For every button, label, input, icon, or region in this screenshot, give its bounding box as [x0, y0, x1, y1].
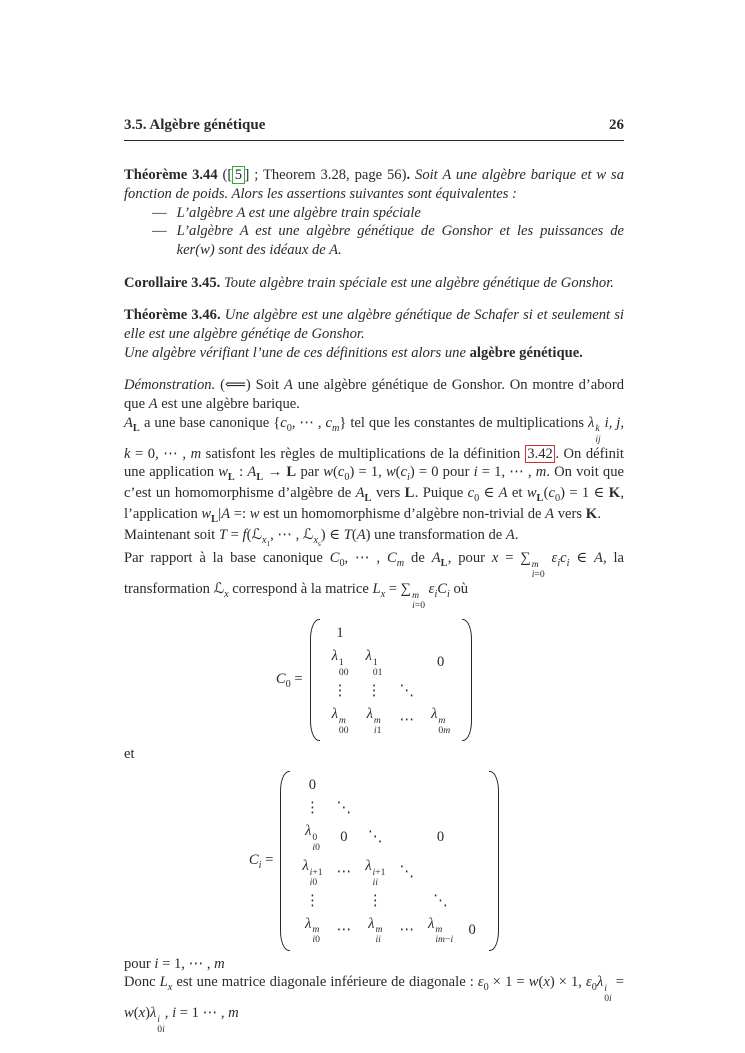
matrix-cell: λ m i0: [305, 915, 320, 946]
page-number: 26: [609, 117, 624, 133]
equation-matrix-ci: [124, 771, 624, 950]
matrix-cell: ⋮: [305, 892, 320, 909]
matrix-ci-label: $C_i$ =: [248, 851, 274, 871]
matrix-cell: λ m i1: [366, 705, 382, 736]
matrix-cell: ⋮: [305, 800, 320, 817]
matrix-cell: ⋯: [399, 711, 415, 728]
corollary-3-45: Corollaire 3.45. Toute algèbre train spéciale est une algèbre génétique de Gonshor.: [124, 274, 614, 291]
matrix-cell: ⋱: [336, 800, 352, 817]
matrix-cell: λ m ii: [368, 915, 383, 946]
matrix-c0-label: $C_0$ =: [275, 670, 303, 690]
proof-paragraph-3: Maintenant soit T = f(ℒ$_{x_1}$, ⋯ , ℒ$_{x_s}$) ∈ T(A) une transformation de A.: [124, 527, 519, 549]
matrix-cell: 0: [436, 654, 445, 671]
matrix-c0: [310, 619, 473, 740]
matrix-ci: [280, 771, 499, 950]
section-title: 3.5. Algèbre génétique: [124, 117, 266, 133]
proof-paragraph-2: $A_L$ a une base canonique {$c_0$, ⋯ , $c_m$} tel que les constantes de multiplications λ k ij i, j, k = 0, ⋯ , m satisfont les règles de multiplications de la définition 3.42 . On définit une application $w_L$ : $A_L \to L$ par $w(c_0) = 1$, $w(c_i) = 0$ pour i = 1, ⋯ , m. On voit que c’est un homomorphisme d’algèbre de $A_L$ vers L. Puique $c_0$ ∈ A et $w_L(c_0) = 1$ ∈ K, l’application $w_L|A$ =: w est un homomorphisme d’algèbre non-trivial de A vers K.: [124, 414, 625, 526]
right-parenthesis: [489, 771, 499, 950]
matrix-cell: λ i+1 ii: [365, 857, 386, 888]
matrix-cell: λ 1 00: [331, 648, 349, 678]
theorem-3-44: Théorème 3.44 ([ 5 ] ; Theorem 3.28, page 56). Soit A une algèbre barique et w sa fonction de poids. Alors les assertions suivantes sont équivalentes :: [124, 167, 625, 202]
matrix-cell: ⋱: [433, 892, 448, 909]
proof-donc-line: Donc $L_x$ est une matrice diagonale inférieure de diagonale : $\varepsilon_0 \times 1 = w(x) \times 1$, $\varepsilon_0\lambda$ i 0i = w(x)λ i 0i , i = 1 ⋯ , m: [124, 974, 625, 1036]
equation-matrix-c0: [124, 619, 624, 740]
et-connector: et: [124, 745, 135, 762]
left-parenthesis: [310, 619, 320, 740]
matrix-cell: ⋱: [399, 864, 415, 881]
matrix-cell: ⋯: [336, 864, 352, 881]
item-dash: —: [152, 223, 167, 240]
theorem-3-46: Théorème 3.46. Une algèbre est une algèbre génétique de Schafer si et seulement si elle est une algèbre génétiqe de Gonshor.: [124, 307, 624, 342]
proof-paragraph-4: Par rapport à la base canonique $C_0$, ⋯ , $C_m$ de $A_L$, pour x = ∑ m i=0 $\varepsilon_ic_i$ ∈ A, la transformation ℒ$_x$ correspond à la matrice $L_x$ = ∑ m i=0 $\varepsilon_iC_i$ où: [124, 550, 624, 612]
matrix-c0-entries: [325, 619, 458, 740]
theorem-3-44-item-1: [152, 204, 624, 223]
matrix-cell: 1: [336, 625, 344, 642]
matrix-cell: λ m 0m: [431, 705, 451, 736]
matrix-cell: ⋮: [368, 892, 383, 909]
matrix-ci-entries: [295, 771, 484, 950]
citation-link-5[interactable]: 5: [232, 166, 244, 184]
matrix-cell: ⋮: [332, 683, 348, 700]
theorem-3-46-note: Une algèbre vérifiant l’une de ces définitions est alors une algèbre génétique.: [124, 344, 583, 361]
matrix-cell: λ m im−i: [428, 915, 454, 946]
matrix-cell: λ 0 i0: [305, 822, 320, 853]
matrix-cell: λ i+1 i0: [302, 857, 323, 888]
item-dash: —: [152, 204, 167, 221]
item-text: L’algèbre A est une algèbre train spéciale: [176, 204, 421, 221]
matrix-cell: 0: [308, 777, 317, 794]
right-parenthesis: [462, 619, 472, 740]
proof-pour-line: pour i = 1, ⋯ , m: [124, 955, 225, 972]
matrix-cell: 0: [468, 921, 476, 938]
left-parenthesis: [280, 771, 290, 950]
matrix-cell: 0: [436, 828, 445, 845]
matrix-cell: ⋱: [368, 828, 383, 845]
proof-paragraph-1: Démonstration. (⟸) Soit A une algèbre génétique de Gonshor. On montre d’abord que A est une algèbre barique.: [124, 377, 625, 412]
item-text: L’algèbre A est une algèbre génétique de Gonshor et les puissances de ker(w) sont des idéaux de A.: [176, 223, 624, 258]
theorem-3-44-item-2: [152, 222, 624, 259]
matrix-cell: ⋱: [399, 683, 415, 700]
matrix-cell: ⋯: [399, 921, 415, 938]
ref-link-definition-3-42[interactable]: 3.42: [525, 445, 556, 463]
matrix-cell: 0: [340, 828, 348, 845]
matrix-cell: ⋮: [366, 683, 382, 700]
matrix-cell: ⋯: [336, 921, 352, 938]
matrix-cell: λ m 00: [331, 705, 349, 736]
matrix-cell: λ 1 01: [365, 648, 383, 678]
running-header: [124, 116, 624, 141]
